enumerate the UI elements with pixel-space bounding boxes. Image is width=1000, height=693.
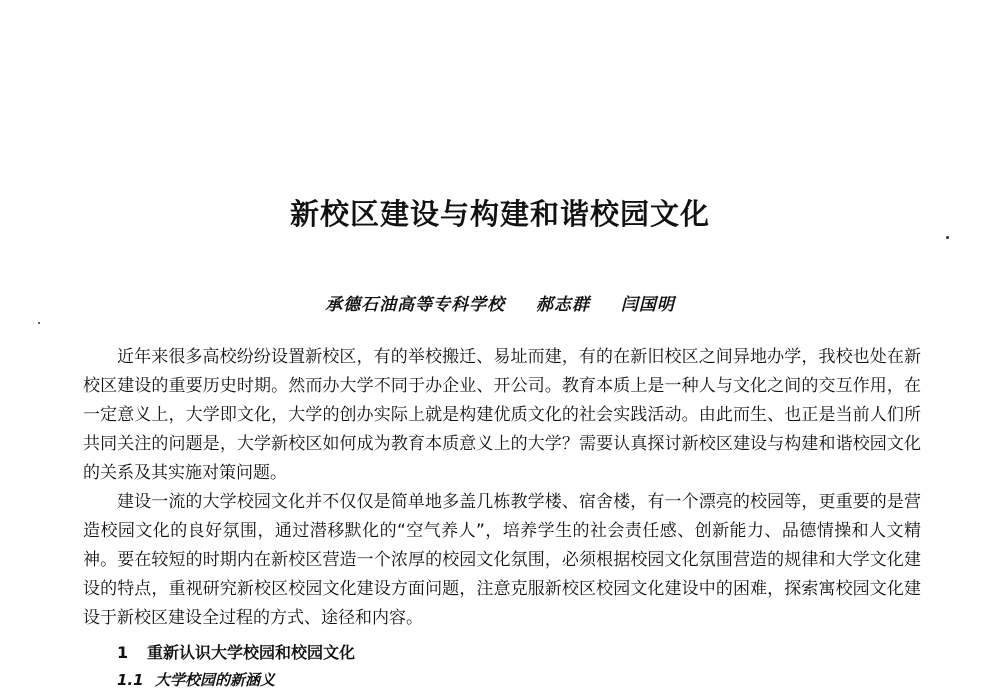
section-title: 重新认识大学校园和校园文化 — [147, 643, 356, 662]
scan-speck — [946, 236, 949, 239]
author-institution: 承德石油高等专科学校 — [325, 295, 506, 315]
paper-byline — [0, 290, 1000, 315]
section-number: 1 — [117, 643, 129, 662]
section-heading-1 — [83, 639, 921, 667]
author-name-1: 郝志群 — [536, 295, 590, 315]
paper-body — [83, 343, 921, 693]
subsection-number: 1.1 — [117, 671, 144, 689]
body-paragraph-1: 近年来很多高校纷纷设置新校区，有的举校搬迁、易址而建，有的在新旧校区之间异地办学，我校也处在新校区建设的重要历史时期。然而办大学不同于办企业、开公司。教育本质上是一种人与文化之间的交互作用，在一定意义上，大学即文化，大学的创办实际上就是构建优质文化的社会实践活动。由此而生、也正是当前人们所共同关注的问题是，大学新校区如何成为教育本质意义上的大学？需要认真探讨新校区建设与构建和谐校园文化的关系及其实施对策问题。 — [83, 347, 921, 483]
body-paragraph-2: 建设一流的大学校园文化并不仅仅是简单地多盖几栋教学楼、宿舍楼，有一个漂亮的校园等，更重要的是营造校园文化的良好氛围，通过潜移默化的“空气养人”，培养学生的社会责任感、创新能力、品德情操和人文精神。要在较短的时期内在新校区营造一个浓厚的校园文化氛围，必须根据校园文化氛围营造的规律和大学文化建设的特点，重视研究新校区校园文化建设方面问题，注意克服新校区校园文化建设中的困难，探索寓校园文化建设于新校区建设全过程的方式、途径和内容。 — [83, 492, 921, 628]
subsection-title: 大学校园的新涵义 — [155, 671, 276, 689]
author-name-2: 闫国明 — [620, 295, 675, 315]
paper-title: 新校区建设与构建和谐校园文化 — [289, 197, 710, 231]
subsection-heading-1-1 — [83, 667, 921, 693]
scan-speck — [38, 322, 40, 324]
